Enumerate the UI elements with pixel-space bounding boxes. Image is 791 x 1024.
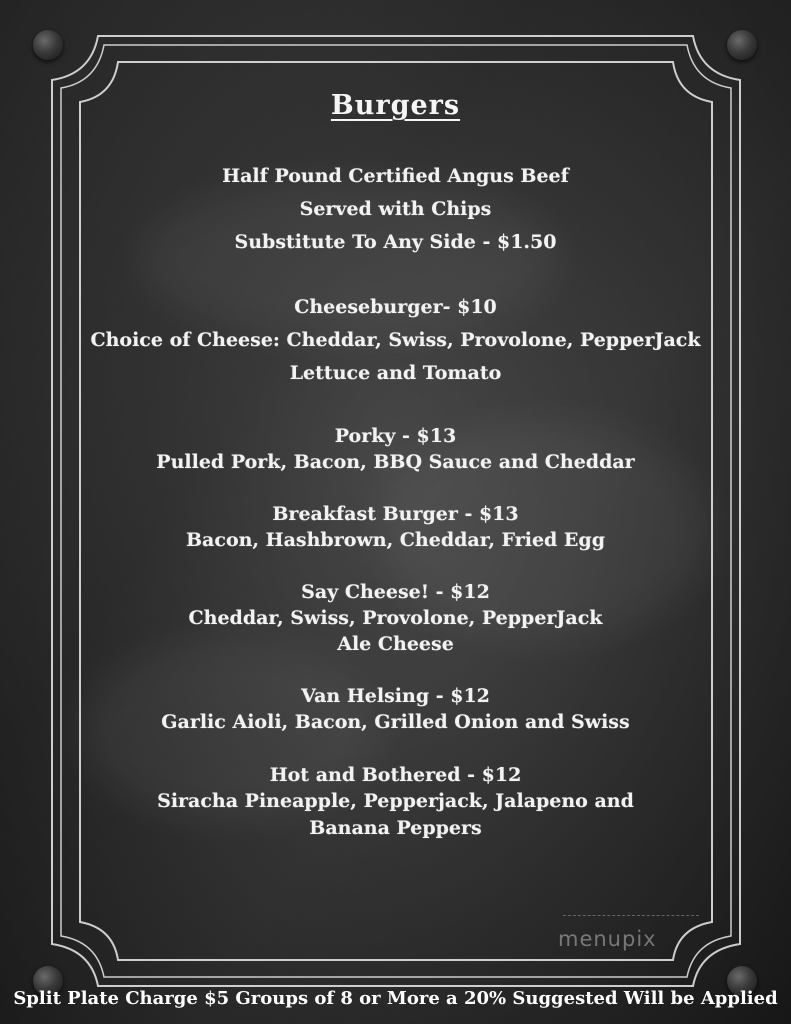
item-description: Cheddar, Swiss, Provolone, PepperJack — [188, 607, 603, 629]
item-name-price: Breakfast Burger - $13 — [272, 503, 519, 525]
item-name-price: Van Helsing - $12 — [301, 685, 490, 707]
intro-line: Served with Chips — [299, 198, 492, 220]
item-name-price: Porky - $13 — [334, 425, 457, 447]
item-description: Siracha Pineapple, Pepperjack, Jalapeno and — [157, 790, 634, 812]
item-description: Pulled Pork, Bacon, BBQ Sauce and Cheddar — [156, 451, 635, 473]
menu-title: Burgers — [330, 90, 461, 121]
watermark-rule — [563, 915, 699, 916]
item-description: Lettuce and Tomato — [289, 362, 502, 384]
item-description: Banana Peppers — [309, 817, 482, 839]
corner-pin — [33, 30, 63, 60]
item-description: Bacon, Hashbrown, Cheddar, Fried Egg — [186, 529, 605, 551]
menupix-watermark: menupix — [558, 927, 657, 951]
item-description: Garlic Aioli, Bacon, Grilled Onion and Swiss — [161, 711, 630, 733]
item-description: Choice of Cheese: Cheddar, Swiss, Provolone, PepperJack — [90, 329, 701, 351]
footer-note: Split Plate Charge $5 Groups of 8 or More a 20% Suggested Will be Applied — [13, 988, 778, 1009]
item-name-price: Cheeseburger- $10 — [294, 296, 497, 318]
intro-line: Substitute To Any Side - $1.50 — [234, 231, 557, 253]
item-name-price: Say Cheese! - $12 — [301, 581, 490, 603]
intro-line: Half Pound Certified Angus Beef — [222, 165, 569, 187]
item-description: Ale Cheese — [337, 633, 454, 655]
corner-pin — [727, 30, 757, 60]
item-name-price: Hot and Bothered - $12 — [269, 764, 522, 786]
